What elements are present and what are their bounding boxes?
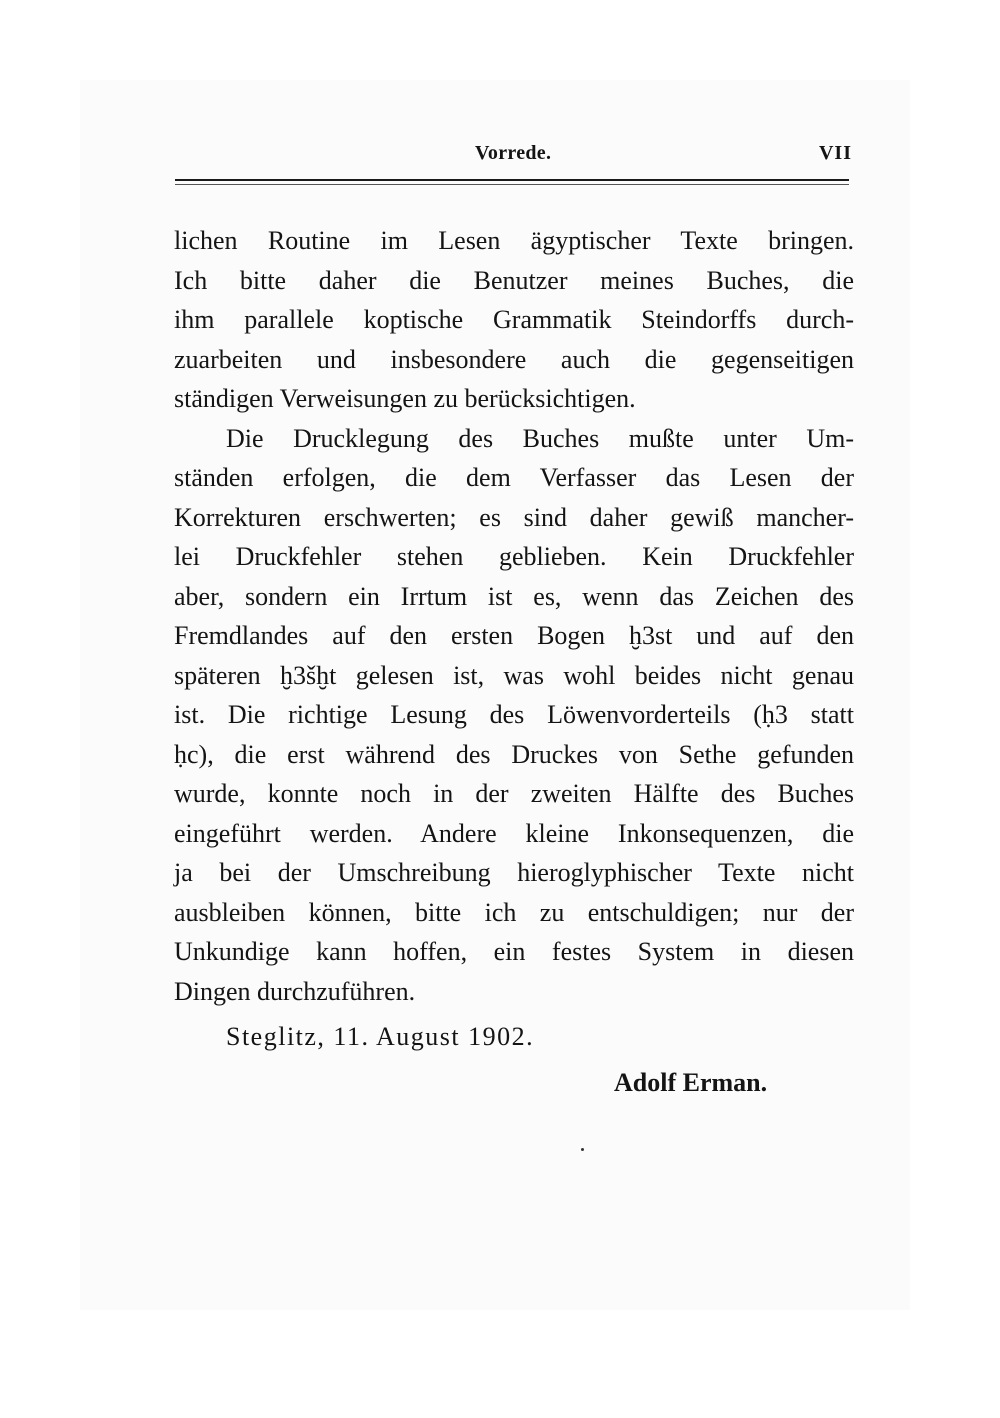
header-rule-thin [175, 184, 849, 185]
text-line: aber, sondern ein Irrtum ist es, wenn das Zeichen des [174, 581, 854, 611]
text-line: Dingen durchzuführen. [174, 976, 416, 1006]
text-line: Die Drucklegung des Buches mußte unter Um- [226, 423, 854, 453]
text-line: Unkundige kann hoffen, ein festes System in diesen [174, 937, 854, 966]
text-line: Fremdlandes auf den ersten Bogen ḫ3st und auf den [174, 621, 854, 650]
text-line: ständen erfolgen, die dem Verfasser das Lesen der [174, 463, 854, 492]
text-line: Korrekturen erschwerten; es sind daher gewiß mancher- [174, 502, 854, 532]
text-line: ihm parallele koptische Grammatik Steindorffs durch- [174, 305, 854, 334]
text-line: wurde, konnte noch in der zweiten Hälfte des Buches [174, 779, 854, 808]
body-text [174, 221, 854, 1011]
text-line: zuarbeiten und insbesondere auch die gegenseitigen [174, 344, 854, 374]
text-line: ist. Die richtige Lesung des Löwenvorderteils (ḥ3 statt [174, 700, 854, 729]
text-line: ja bei der Umschreibung hieroglyphischer Texte nicht [174, 858, 854, 887]
text-line: späteren ḫ3šḫt gelesen ist, was wohl beides nicht genau [174, 660, 854, 690]
text-line: ḥc), die erst während des Druckes von Sethe gefunden [174, 739, 854, 769]
running-title: Vorrede. [475, 142, 552, 164]
page-number: VII [818, 142, 852, 164]
text-line: ausbleiben können, bitte ich zu entschuldigen; nur der [174, 897, 854, 927]
text-line: lichen Routine im Lesen ägyptischer Texte bringen. [174, 226, 854, 255]
print-speck [581, 1148, 584, 1151]
text-line: lei Druckfehler stehen geblieben. Kein Druckfehler [174, 542, 854, 571]
signature: Adolf Erman. [614, 1068, 768, 1097]
header-rule [175, 179, 849, 181]
text-line: ständigen Verweisungen zu berücksichtigen. [174, 384, 636, 413]
text-line: Ich bitte daher die Benutzer meines Buches, die [174, 265, 854, 295]
place-date: Steglitz, 11. August 1902. [226, 1022, 535, 1051]
page-header [175, 140, 855, 170]
text-line: eingeführt werden. Andere kleine Inkonsequenzen, die [174, 818, 854, 848]
